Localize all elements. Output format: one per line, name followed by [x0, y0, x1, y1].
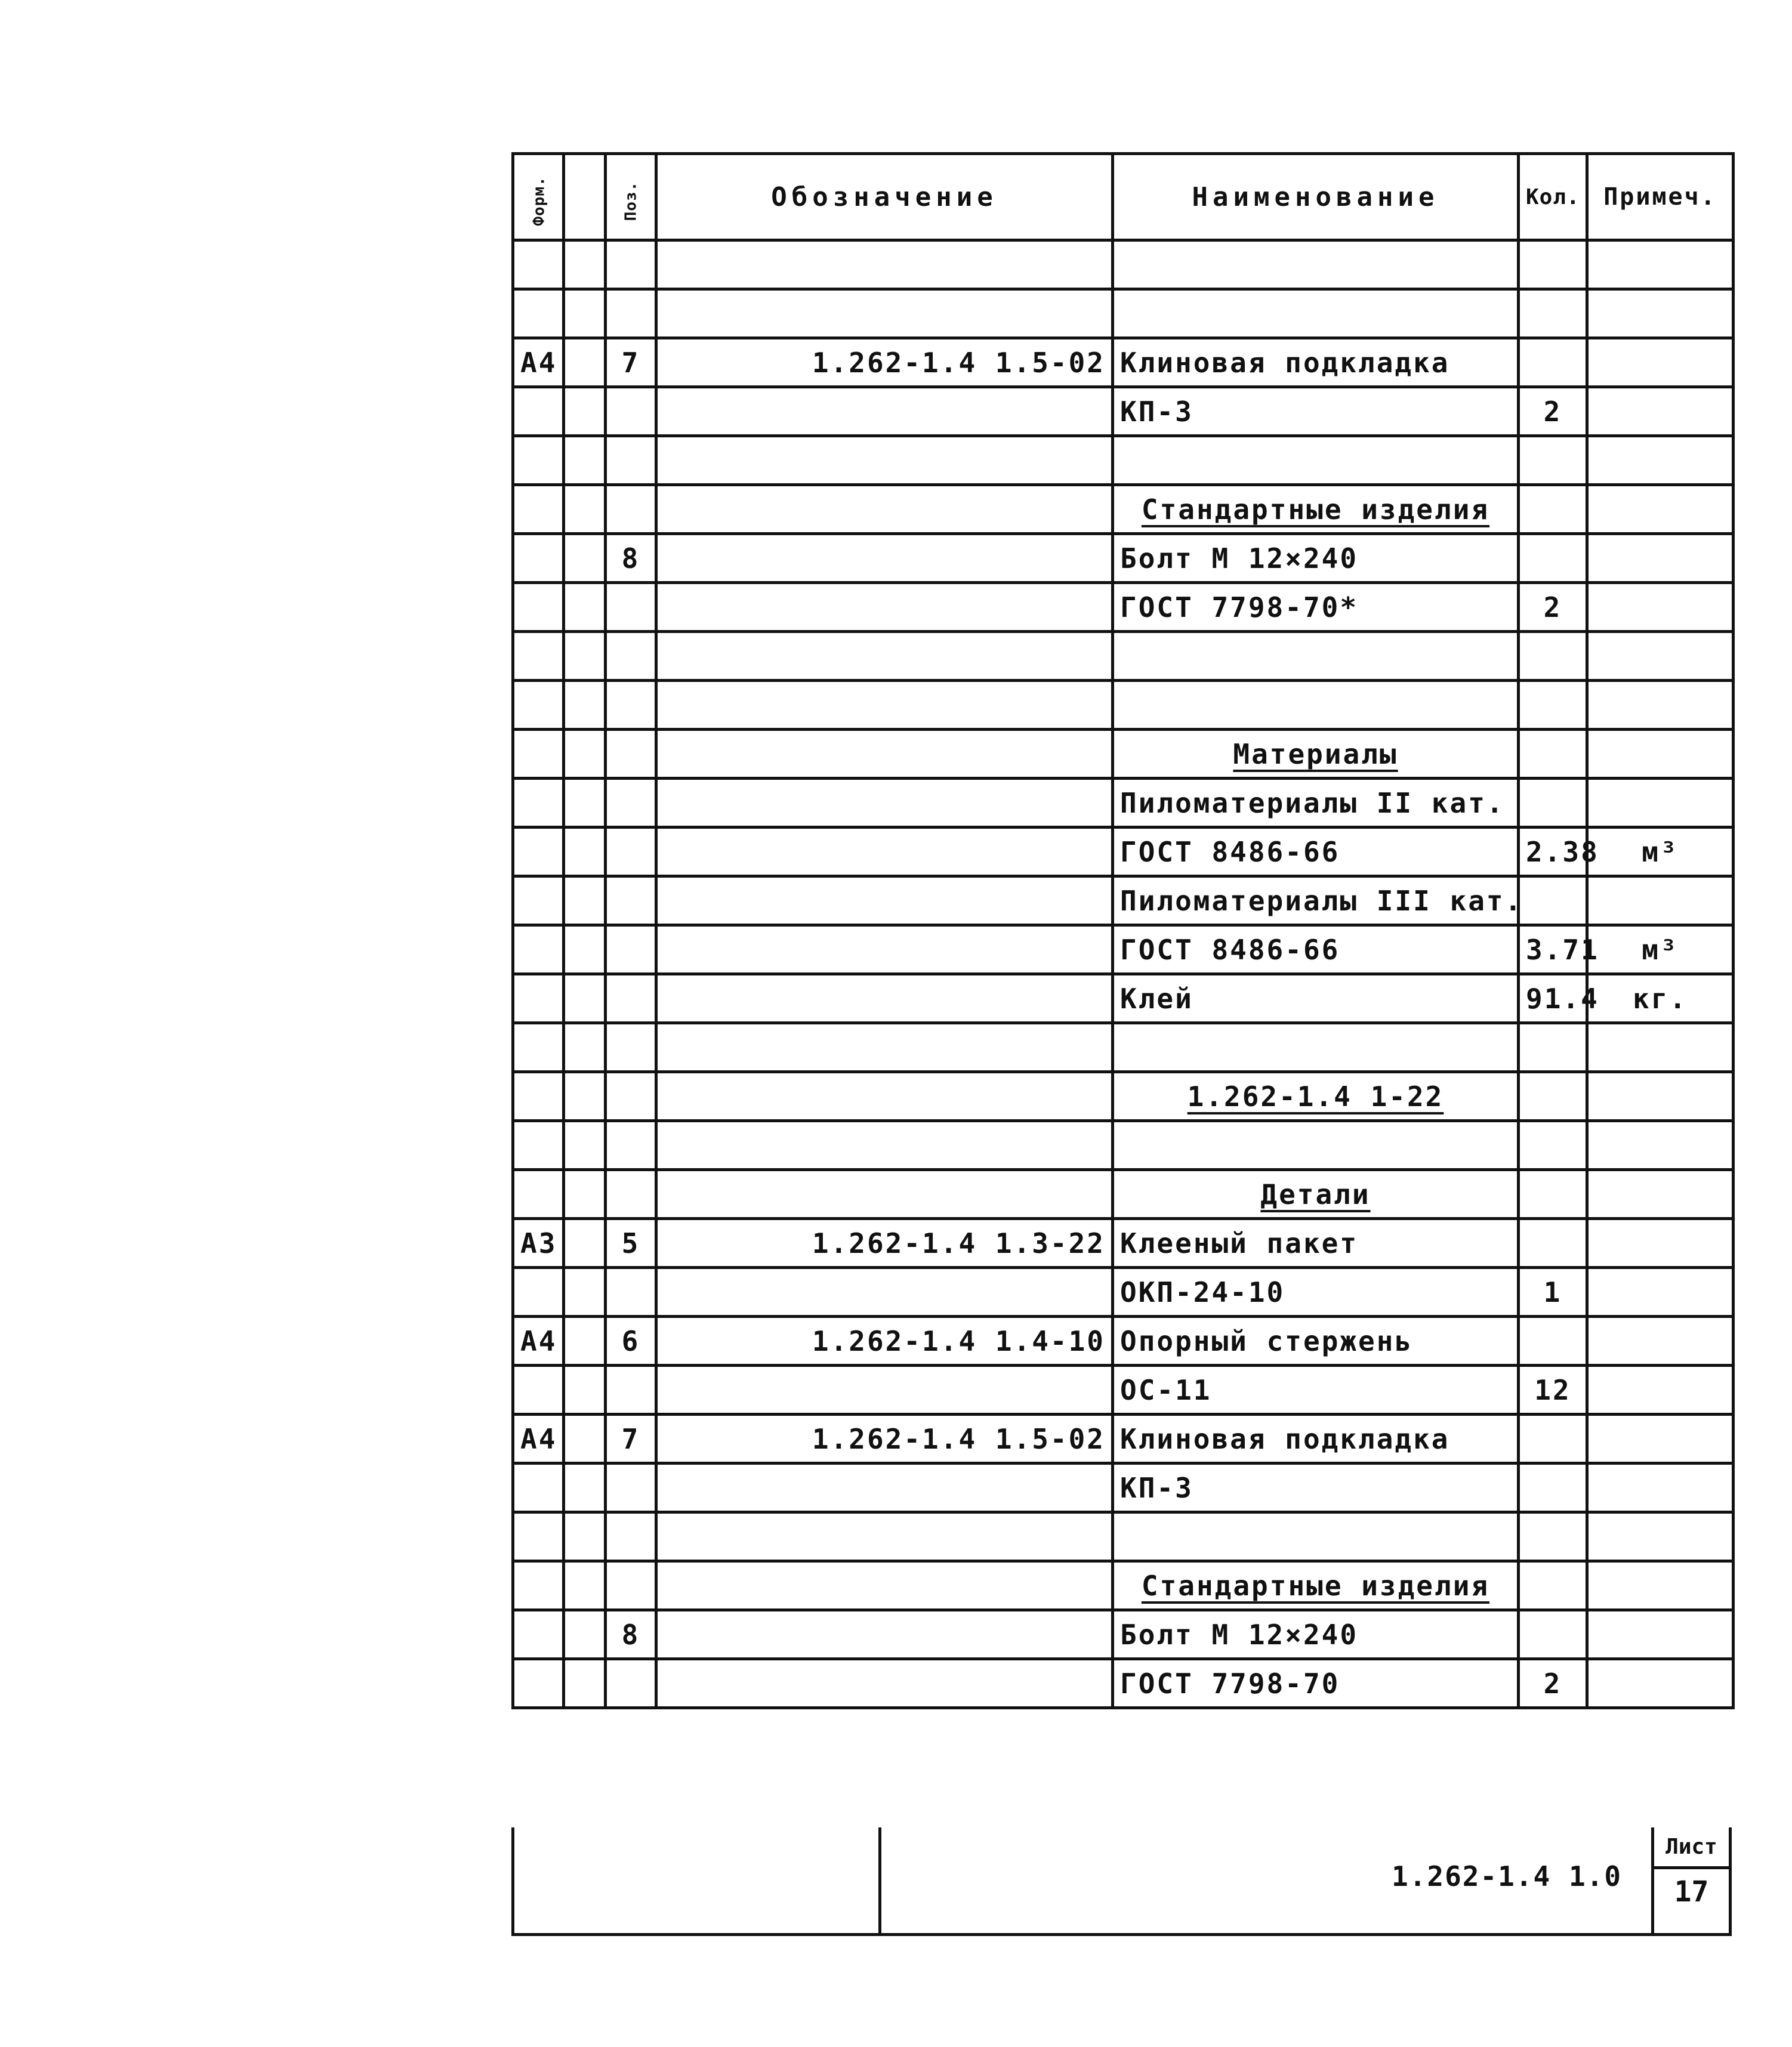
- table-row: [513, 436, 1734, 485]
- table-row: [513, 1170, 1734, 1219]
- cell-position: 8: [606, 534, 656, 583]
- table-row: [513, 1464, 1734, 1512]
- cell-name: ОС-11: [1113, 1366, 1519, 1415]
- cell-note: [1587, 1512, 1734, 1561]
- cell-zone: [564, 828, 606, 876]
- table-row: [513, 1415, 1734, 1464]
- cell-designation: 1.262-1.4 1.3-22: [656, 1219, 1113, 1268]
- cell-name: [1113, 1121, 1519, 1170]
- cell-qty: [1519, 1023, 1587, 1072]
- cell-qty: [1519, 1561, 1587, 1610]
- cell-designation: [656, 1512, 1113, 1561]
- cell-name: [1113, 632, 1519, 681]
- cell-name: ОКП-24-10: [1113, 1268, 1519, 1317]
- cell-note: [1587, 1464, 1734, 1512]
- cell-format: [513, 828, 564, 876]
- cell-format: [513, 681, 564, 730]
- cell-note: [1587, 730, 1734, 779]
- cell-format: [513, 387, 564, 436]
- table-row: [513, 925, 1734, 974]
- cell-qty: [1519, 338, 1587, 387]
- cell-note: [1587, 1170, 1734, 1219]
- cell-name: ГОСТ 7798-70: [1113, 1659, 1519, 1708]
- cell-note: [1587, 338, 1734, 387]
- title-block: [511, 1827, 1732, 1936]
- cell-format: [513, 1610, 564, 1659]
- cell-zone: [564, 485, 606, 534]
- cell-qty: [1519, 534, 1587, 583]
- cell-zone: [564, 338, 606, 387]
- section-heading: Стандартные изделия: [1141, 1569, 1490, 1602]
- cell-position: 6: [606, 1317, 656, 1366]
- cell-designation: [656, 828, 1113, 876]
- cell-name: Пиломатериалы II кат.: [1113, 779, 1519, 828]
- sheet-number-box: [1651, 1827, 1729, 1933]
- cell-designation: [656, 485, 1113, 534]
- cell-format: [513, 1023, 564, 1072]
- cell-position: [606, 876, 656, 925]
- table-row: [513, 1366, 1734, 1415]
- cell-format: [513, 876, 564, 925]
- cell-format: [513, 925, 564, 974]
- cell-name: [1113, 436, 1519, 485]
- cell-designation: [656, 1072, 1113, 1121]
- cell-qty: [1519, 1512, 1587, 1561]
- cell-zone: [564, 387, 606, 436]
- cell-qty: 1: [1519, 1268, 1587, 1317]
- cell-format: [513, 779, 564, 828]
- cell-note: [1587, 1561, 1734, 1610]
- cell-note: [1587, 1072, 1734, 1121]
- table-row: [513, 730, 1734, 779]
- cell-name: [1113, 1072, 1519, 1121]
- specification-table: [511, 152, 1735, 1709]
- cell-position: [606, 289, 656, 338]
- cell-designation: [656, 1268, 1113, 1317]
- cell-qty: 12: [1519, 1366, 1587, 1415]
- cell-designation: [656, 1170, 1113, 1219]
- cell-zone: [564, 1023, 606, 1072]
- cell-name: [1113, 240, 1519, 289]
- cell-designation: [656, 876, 1113, 925]
- table-row: [513, 1512, 1734, 1561]
- cell-format: [513, 1268, 564, 1317]
- cell-qty: [1519, 681, 1587, 730]
- cell-note: [1587, 1659, 1734, 1708]
- cell-zone: [564, 1170, 606, 1219]
- cell-position: 7: [606, 1415, 656, 1464]
- cell-zone: [564, 240, 606, 289]
- table-row: [513, 1023, 1734, 1072]
- cell-zone: [564, 289, 606, 338]
- cell-qty: [1519, 240, 1587, 289]
- cell-designation: [656, 925, 1113, 974]
- table-row: [513, 876, 1734, 925]
- table-row: [513, 1317, 1734, 1366]
- cell-note: [1587, 387, 1734, 436]
- cell-name: КП-3: [1113, 387, 1519, 436]
- cell-name: Клиновая подкладка: [1113, 1415, 1519, 1464]
- cell-designation: [656, 387, 1113, 436]
- cell-position: 5: [606, 1219, 656, 1268]
- table-row: [513, 1610, 1734, 1659]
- cell-qty: [1519, 876, 1587, 925]
- cell-designation: [656, 1561, 1113, 1610]
- cell-position: [606, 1659, 656, 1708]
- cell-designation: 1.262-1.4 1.5-02: [656, 338, 1113, 387]
- cell-position: [606, 1366, 656, 1415]
- table-row: [513, 1659, 1734, 1708]
- cell-qty: [1519, 1121, 1587, 1170]
- header-qty: Кол.: [1519, 154, 1587, 240]
- cell-note: [1587, 1317, 1734, 1366]
- cell-zone: [564, 534, 606, 583]
- cell-name: [1113, 1561, 1519, 1610]
- table-row: [513, 338, 1734, 387]
- cell-note: [1587, 534, 1734, 583]
- table-row: [513, 1072, 1734, 1121]
- table-row: [513, 289, 1734, 338]
- cell-format: [513, 534, 564, 583]
- cell-designation: [656, 779, 1113, 828]
- cell-format: [513, 436, 564, 485]
- cell-qty: [1519, 289, 1587, 338]
- cell-qty: [1519, 1170, 1587, 1219]
- cell-zone: [564, 1219, 606, 1268]
- cell-position: [606, 1561, 656, 1610]
- cell-designation: [656, 240, 1113, 289]
- cell-designation: [656, 583, 1113, 632]
- cell-name: Опорный стержень: [1113, 1317, 1519, 1366]
- cell-position: [606, 1170, 656, 1219]
- cell-zone: [564, 974, 606, 1023]
- table-row: [513, 1121, 1734, 1170]
- cell-qty: [1519, 485, 1587, 534]
- cell-format: [513, 1512, 564, 1561]
- table-row: [513, 240, 1734, 289]
- cell-format: [513, 1366, 564, 1415]
- header-position: Поз.: [606, 154, 656, 240]
- cell-name: Болт М 12×240: [1113, 534, 1519, 583]
- table-row: [513, 974, 1734, 1023]
- cell-zone: [564, 1268, 606, 1317]
- cell-qty: [1519, 730, 1587, 779]
- cell-designation: 1.262-1.4 1.4-10: [656, 1317, 1113, 1366]
- cell-name: [1113, 289, 1519, 338]
- cell-zone: [564, 681, 606, 730]
- cell-position: [606, 1072, 656, 1121]
- cell-position: [606, 828, 656, 876]
- cell-position: [606, 779, 656, 828]
- document-code: 1.262-1.4 1.0: [1392, 1860, 1623, 1892]
- cell-position: 7: [606, 338, 656, 387]
- cell-designation: [656, 730, 1113, 779]
- cell-format: [513, 1072, 564, 1121]
- cell-zone: [564, 876, 606, 925]
- cell-format: [513, 1170, 564, 1219]
- cell-designation: [656, 534, 1113, 583]
- table-row: [513, 534, 1734, 583]
- cell-format: А4: [513, 1415, 564, 1464]
- cell-qty: [1519, 1072, 1587, 1121]
- cell-format: [513, 1464, 564, 1512]
- cell-qty: 3.71: [1519, 925, 1587, 974]
- cell-designation: 1.262-1.4 1.5-02: [656, 1415, 1113, 1464]
- cell-qty: [1519, 1464, 1587, 1512]
- cell-format: А4: [513, 338, 564, 387]
- cell-note: [1587, 1366, 1734, 1415]
- cell-designation: [656, 632, 1113, 681]
- cell-position: [606, 681, 656, 730]
- cell-qty: [1519, 1415, 1587, 1464]
- table-row: [513, 828, 1734, 876]
- header-designation: Обозначение: [656, 154, 1113, 240]
- cell-designation: [656, 1464, 1113, 1512]
- cell-zone: [564, 1561, 606, 1610]
- header-name: Наименование: [1113, 154, 1519, 240]
- cell-name: [1113, 1170, 1519, 1219]
- cell-zone: [564, 1366, 606, 1415]
- section-heading: Детали: [1260, 1178, 1371, 1211]
- table-row: [513, 1561, 1734, 1610]
- cell-designation: [656, 1366, 1113, 1415]
- cell-note: [1587, 240, 1734, 289]
- cell-note: кг.: [1587, 974, 1734, 1023]
- cell-position: [606, 240, 656, 289]
- cell-zone: [564, 1659, 606, 1708]
- cell-format: [513, 289, 564, 338]
- cell-position: [606, 436, 656, 485]
- cell-zone: [564, 632, 606, 681]
- table-row: [513, 583, 1734, 632]
- table-row: [513, 387, 1734, 436]
- cell-name: Клееный пакет: [1113, 1219, 1519, 1268]
- cell-qty: 2: [1519, 583, 1587, 632]
- cell-qty: [1519, 1610, 1587, 1659]
- cell-qty: [1519, 436, 1587, 485]
- cell-note: [1587, 1023, 1734, 1072]
- cell-name: [1113, 730, 1519, 779]
- table-row: [513, 485, 1734, 534]
- table-row: [513, 1268, 1734, 1317]
- cell-designation: [656, 1121, 1113, 1170]
- cell-zone: [564, 779, 606, 828]
- cell-note: [1587, 1219, 1734, 1268]
- cell-format: [513, 583, 564, 632]
- header-format: Форм.: [513, 154, 564, 240]
- cell-name: ГОСТ 7798-70*: [1113, 583, 1519, 632]
- specification-sheet: [511, 152, 1732, 1936]
- cell-format: [513, 485, 564, 534]
- cell-name: ГОСТ 8486-66: [1113, 828, 1519, 876]
- cell-note: [1587, 632, 1734, 681]
- cell-designation: [656, 974, 1113, 1023]
- cell-format: [513, 632, 564, 681]
- cell-note: [1587, 436, 1734, 485]
- cell-position: [606, 387, 656, 436]
- cell-zone: [564, 925, 606, 974]
- table-header-row: [513, 154, 1734, 240]
- cell-name: Клиновая подкладка: [1113, 338, 1519, 387]
- cell-format: [513, 1121, 564, 1170]
- cell-position: [606, 1023, 656, 1072]
- cell-format: [513, 730, 564, 779]
- cell-name: Пиломатериалы III кат.: [1113, 876, 1519, 925]
- cell-designation: [656, 1659, 1113, 1708]
- cell-format: [513, 1659, 564, 1708]
- cell-qty: 2: [1519, 1659, 1587, 1708]
- cell-format: [513, 974, 564, 1023]
- cell-note: м³: [1587, 925, 1734, 974]
- cell-note: [1587, 1610, 1734, 1659]
- cell-qty: [1519, 779, 1587, 828]
- cell-position: [606, 1512, 656, 1561]
- cell-qty: [1519, 1317, 1587, 1366]
- header-zone: [564, 154, 606, 240]
- cell-zone: [564, 1464, 606, 1512]
- cell-position: [606, 730, 656, 779]
- cell-position: [606, 1268, 656, 1317]
- cell-designation: [656, 436, 1113, 485]
- cell-note: [1587, 876, 1734, 925]
- cell-designation: [656, 1023, 1113, 1072]
- cell-zone: [564, 1317, 606, 1366]
- cell-note: м³: [1587, 828, 1734, 876]
- cell-format: А4: [513, 1317, 564, 1366]
- cell-note: [1587, 1121, 1734, 1170]
- cell-zone: [564, 436, 606, 485]
- cell-name: [1113, 485, 1519, 534]
- cell-format: [513, 240, 564, 289]
- cell-note: [1587, 289, 1734, 338]
- cell-name: [1113, 1023, 1519, 1072]
- cell-format: А3: [513, 1219, 564, 1268]
- cell-name: Болт М 12×240: [1113, 1610, 1519, 1659]
- cell-position: [606, 974, 656, 1023]
- cell-position: 8: [606, 1610, 656, 1659]
- cell-note: [1587, 1415, 1734, 1464]
- cell-position: [606, 1464, 656, 1512]
- cell-qty: 2.38: [1519, 828, 1587, 876]
- table-row: [513, 1219, 1734, 1268]
- section-heading: Стандартные изделия: [1141, 493, 1490, 526]
- cell-position: [606, 583, 656, 632]
- cell-note: [1587, 1268, 1734, 1317]
- cell-name: ГОСТ 8486-66: [1113, 925, 1519, 974]
- section-heading: Материалы: [1233, 737, 1398, 770]
- cell-name: [1113, 1512, 1519, 1561]
- cell-position: [606, 632, 656, 681]
- cell-note: [1587, 681, 1734, 730]
- cell-designation: [656, 289, 1113, 338]
- cell-zone: [564, 583, 606, 632]
- sheet-label: Лист: [1654, 1827, 1729, 1869]
- cell-note: [1587, 779, 1734, 828]
- cell-qty: 2: [1519, 387, 1587, 436]
- cell-qty: [1519, 1219, 1587, 1268]
- cell-note: [1587, 583, 1734, 632]
- cell-position: [606, 1121, 656, 1170]
- cell-name: Клей: [1113, 974, 1519, 1023]
- header-note: Примеч.: [1587, 154, 1734, 240]
- cell-name: [1113, 681, 1519, 730]
- cell-position: [606, 485, 656, 534]
- cell-name: КП-3: [1113, 1464, 1519, 1512]
- cell-zone: [564, 1121, 606, 1170]
- sheet-number: 17: [1674, 1875, 1709, 1909]
- cell-qty: [1519, 632, 1587, 681]
- cell-designation: [656, 681, 1113, 730]
- cell-zone: [564, 1072, 606, 1121]
- cell-zone: [564, 1512, 606, 1561]
- cell-zone: [564, 1415, 606, 1464]
- table-row: [513, 681, 1734, 730]
- section-heading: 1.262-1.4 1-22: [1187, 1080, 1444, 1113]
- cell-qty: 91.4: [1519, 974, 1587, 1023]
- cell-position: [606, 925, 656, 974]
- cell-zone: [564, 1610, 606, 1659]
- cell-note: [1587, 485, 1734, 534]
- table-row: [513, 779, 1734, 828]
- cell-zone: [564, 730, 606, 779]
- title-block-left-cell: [514, 1827, 881, 1933]
- cell-format: [513, 1561, 564, 1610]
- table-row: [513, 632, 1734, 681]
- cell-designation: [656, 1610, 1113, 1659]
